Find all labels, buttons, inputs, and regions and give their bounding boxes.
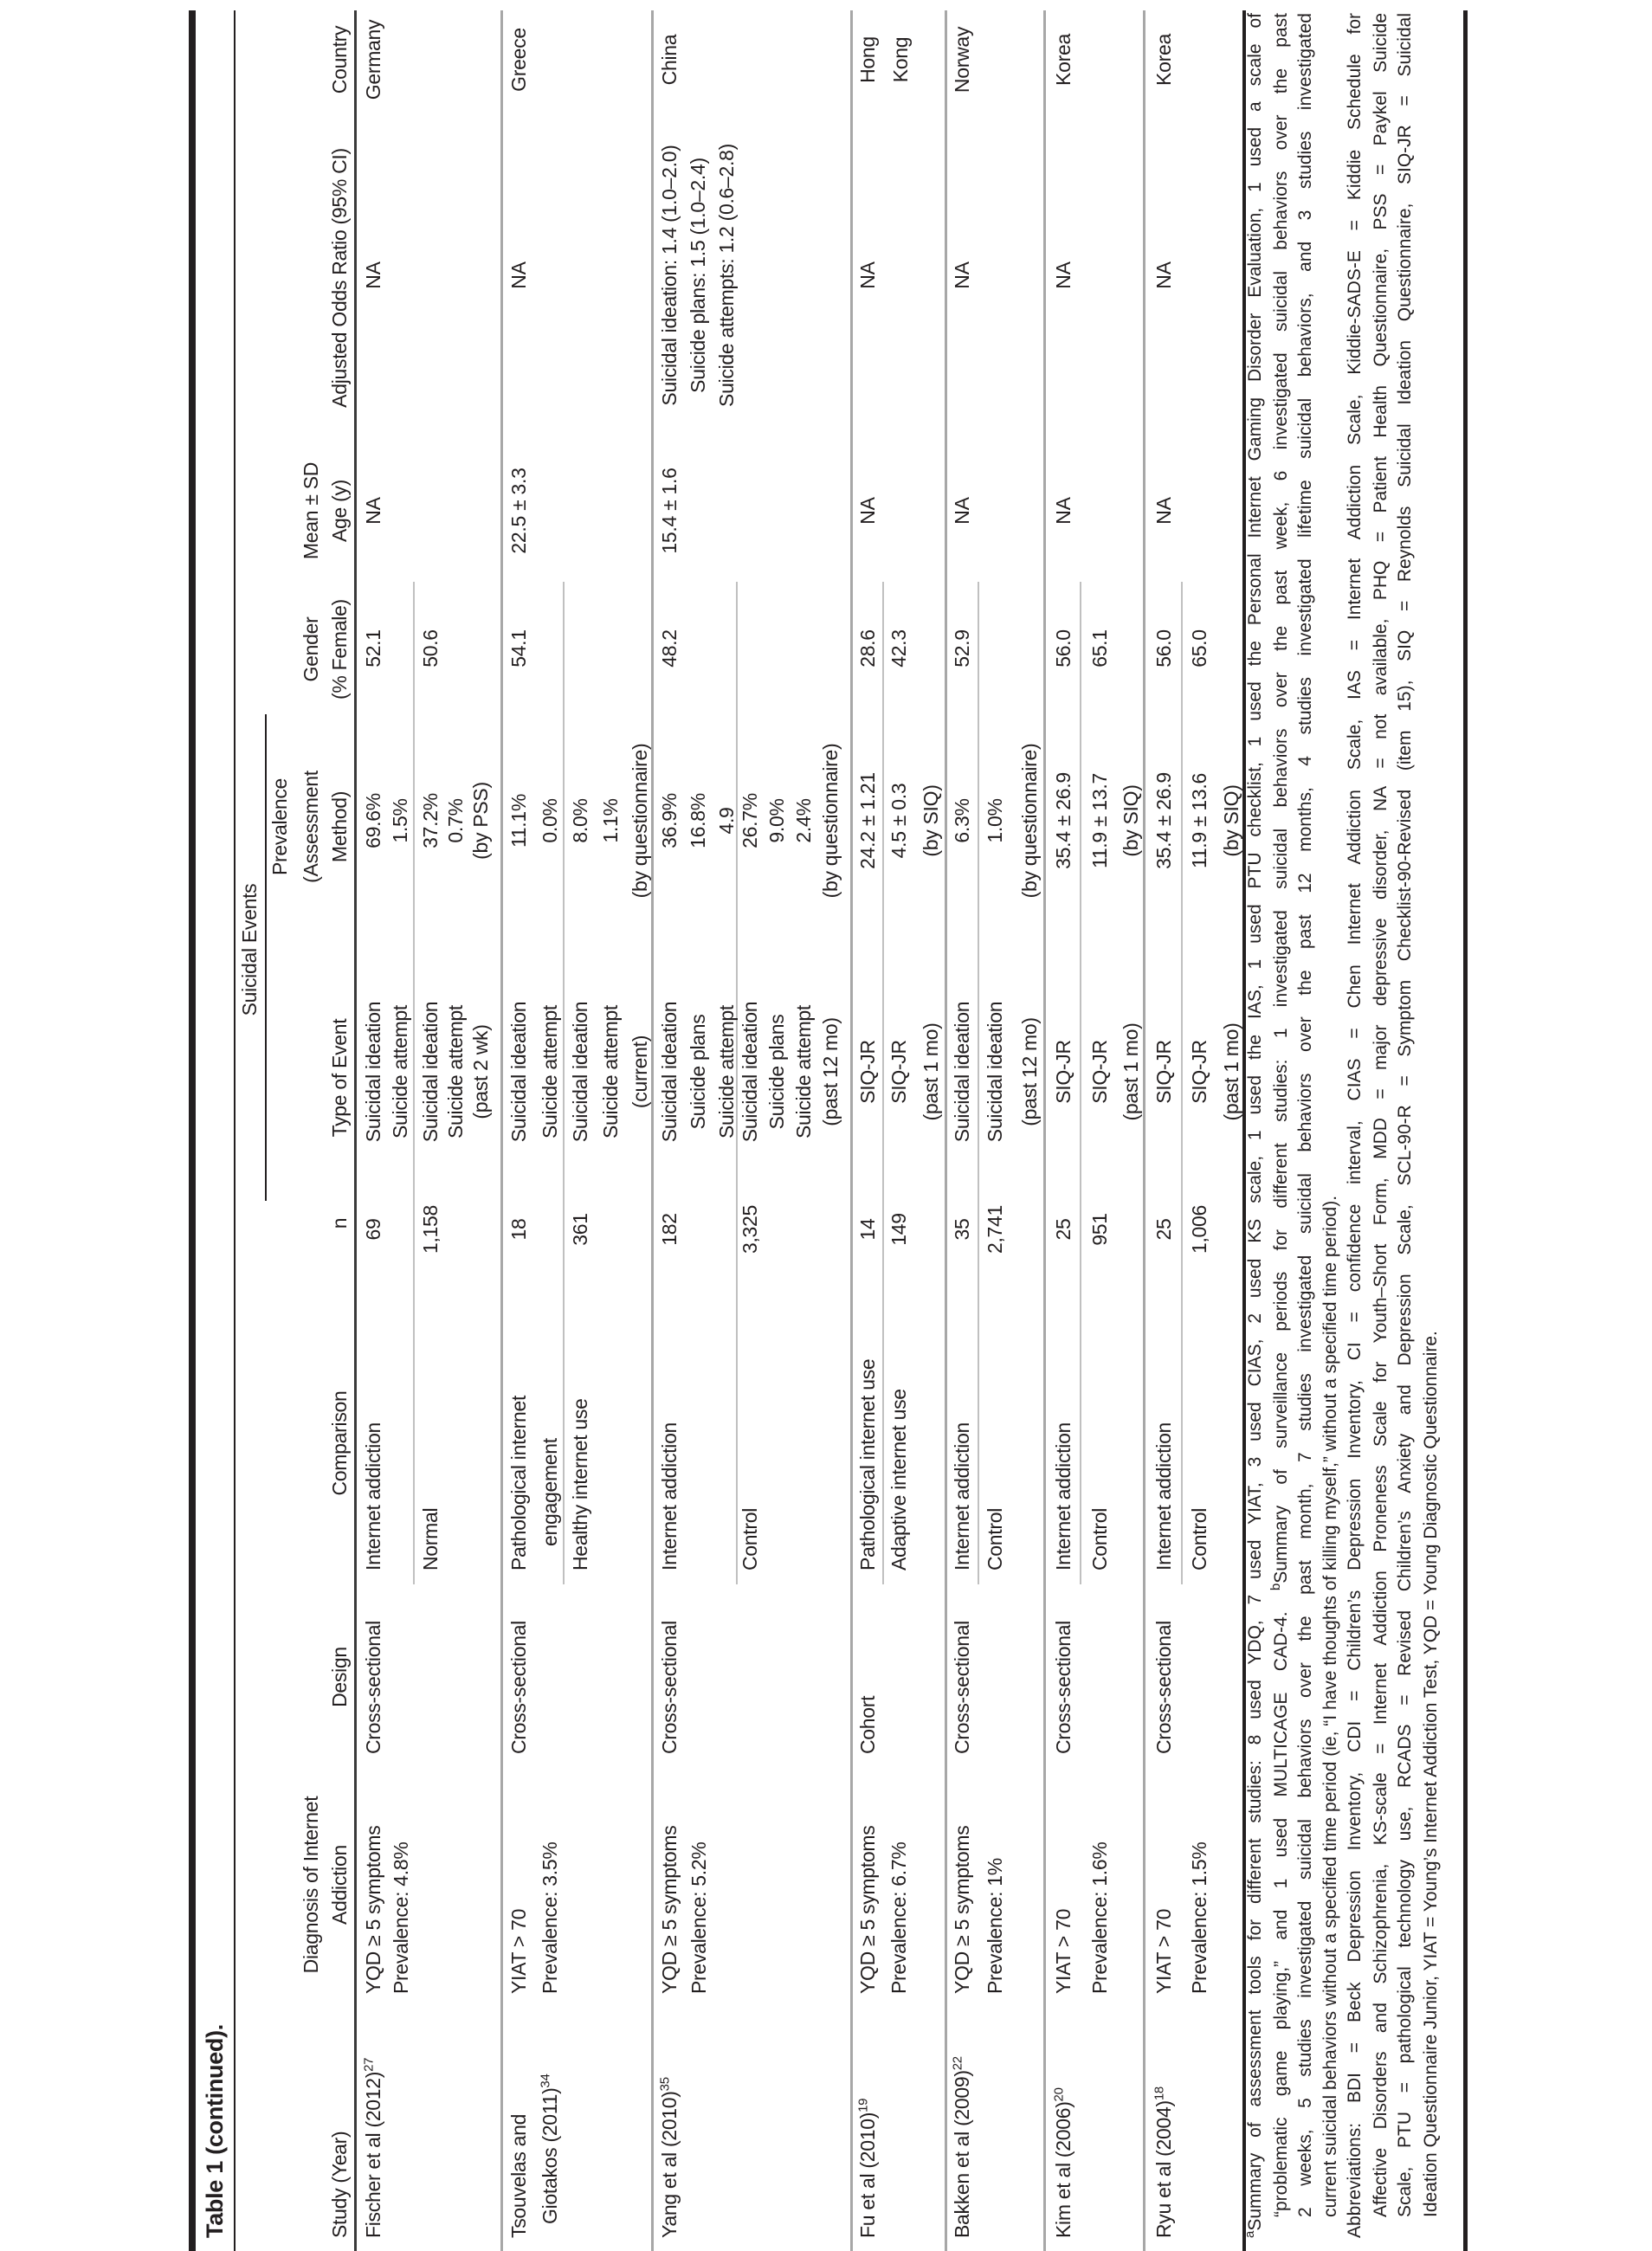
event-prevalence: 4.5 ± 0.3 xyxy=(887,783,910,859)
event-type: Suicidal ideation xyxy=(951,1001,973,1143)
sample-size: 361 xyxy=(569,1213,591,1246)
study-design: Cross-sectional xyxy=(658,1621,681,1754)
event-type: (past 1 mo) xyxy=(1220,1022,1242,1121)
sample-size: 18 xyxy=(507,1218,530,1241)
diagnosis-criteria: Prevalence: 4.8% xyxy=(390,1841,412,1994)
event-type: SIQ-JR xyxy=(887,1040,910,1104)
gender-percent-female: 42.3 xyxy=(887,629,910,668)
comparison-group: Pathological internet xyxy=(507,1395,530,1571)
event-type: (past 1 mo) xyxy=(920,1022,942,1121)
event-type: Suicidal ideation xyxy=(419,1001,442,1143)
event-type: Suicide attempt xyxy=(792,1004,815,1139)
event-prevalence: 9.0% xyxy=(765,798,788,843)
adjusted-odds-ratio: Suicide attempts: 1.2 (0.6–2.8) xyxy=(715,144,738,407)
adjusted-odds-ratio: Suicidal ideation: 1.4 (1.0–2.0) xyxy=(658,145,681,406)
event-type: SIQ-JR xyxy=(1088,1040,1111,1104)
event-prevalence: 11.9 ± 13.7 xyxy=(1088,773,1111,868)
group-separator xyxy=(413,582,415,1584)
header-age: Mean ± SD xyxy=(300,461,322,560)
event-type: (past 12 mo) xyxy=(1018,1017,1041,1126)
adjusted-odds-ratio: Suicide plans: 1.5 (1.0–2.4) xyxy=(687,158,709,393)
group-separator xyxy=(563,582,565,1584)
event-prevalence: 11.1% xyxy=(507,794,530,848)
event-type: Suicidal ideation xyxy=(569,1001,591,1143)
diagnosis-criteria: Prevalence: 5.2% xyxy=(687,1841,710,1994)
footnote-text: 2 weeks, 5 studies investigated suicidal behaviors over the past month, 7 studies investigated suicidal behaviors over the past 12 months, 4 studies investigated lifetime suicidal behaviors, and 3 studies investigated xyxy=(1295,13,1315,2217)
study-design: Cohort xyxy=(856,1695,879,1754)
sample-size: 182 xyxy=(658,1213,681,1246)
study-design: Cross-sectional xyxy=(1052,1621,1074,1754)
study-name-text: Tsouvelas and xyxy=(507,2113,530,2238)
footnote-text: Abbreviations: BDI = Beck Depression Inventory, CDI = Children’s Depression Inventory, CI = confidence interval, CIAS = Chen Internet Addiction Scale, IAS = Internet Addiction Scale, Kiddie-SADS-E = Kiddie Schedule for xyxy=(1345,13,1365,2238)
event-prevalence: 36.9% xyxy=(658,793,681,848)
event-type: (past 2 wk) xyxy=(469,1024,492,1119)
event-prevalence: 8.0% xyxy=(569,798,591,843)
footnote-line xyxy=(1419,13,1443,2217)
study-name-text: Bakken et al (2009) xyxy=(951,2070,973,2238)
study-design: Cross-sectional xyxy=(507,1621,530,1754)
event-type: Suicidal ideation xyxy=(739,1001,761,1143)
header-prevalence: Prevalence xyxy=(268,777,291,876)
mean-age: 22.5 ± 3.3 xyxy=(507,468,530,554)
diagnosis-criteria: Prevalence: 3.5% xyxy=(539,1841,561,1994)
header-type-of-event: Type of Event xyxy=(328,1018,351,1138)
event-type: Suicide attempt xyxy=(539,1004,561,1139)
study-name-text: Ryu et al (2004) xyxy=(1152,2100,1175,2238)
footnote-line xyxy=(1343,13,1367,2238)
study-design: Cross-sectional xyxy=(362,1621,384,1754)
header-comparison: Comparison xyxy=(328,1390,351,1496)
footnote-text: Summary of assessment tools for different studies: 8 used YDQ, 7 used YIAT, 3 used CIAS, 2 used KS scale, 1 used the IAS, 1 used PTU checklist, 1 used the Personal Internet Gaming Disorder Evaluation, 1 used a scale of xyxy=(1245,13,1265,2231)
country: Korea xyxy=(1152,34,1175,86)
event-type: Suicidal ideation xyxy=(984,1001,1006,1143)
country: Norway xyxy=(951,26,973,94)
reference-number: 19 xyxy=(855,2098,871,2112)
gender-percent-female: 48.2 xyxy=(658,629,681,668)
header-country: Country xyxy=(328,25,351,94)
event-prevalence: (by questionnaire) xyxy=(629,743,651,899)
reference-number: 20 xyxy=(1051,2087,1067,2102)
diagnosis-criteria: YIAT > 70 xyxy=(1152,1908,1175,1994)
event-type: Suicide attempt xyxy=(715,1004,738,1139)
country: Greece xyxy=(507,28,530,92)
comparison-group: Healthy internet use xyxy=(569,1398,591,1571)
country: Kong xyxy=(889,36,912,83)
header-n: n xyxy=(328,1217,351,1229)
comparison-group: Internet addiction xyxy=(951,1422,973,1571)
event-prevalence: 35.4 ± 26.9 xyxy=(1152,772,1175,869)
mean-age: NA xyxy=(1152,497,1175,525)
gender-percent-female: 50.6 xyxy=(419,629,442,668)
header-design: Design xyxy=(328,1647,351,1707)
study-name-text: Fu et al (2010) xyxy=(856,2112,879,2238)
group-separator xyxy=(1080,582,1081,1584)
header-prevalence: (Assessment xyxy=(300,771,322,883)
diagnosis-criteria: YQD ≥ 5 symptoms xyxy=(856,1825,879,1994)
event-type: SIQ-JR xyxy=(1152,1040,1175,1104)
footnote-marker: b xyxy=(1268,1583,1283,1591)
study-separator xyxy=(1043,10,1046,2251)
sample-size: 1,006 xyxy=(1188,1204,1210,1254)
event-prevalence: (by questionnaire) xyxy=(819,743,842,899)
gender-percent-female: 28.6 xyxy=(856,629,879,668)
header-study: Study (Year) xyxy=(328,2131,351,2238)
sample-size: 149 xyxy=(887,1213,910,1246)
footnote-marker: a xyxy=(1242,2230,1257,2238)
comparison-group: Internet addiction xyxy=(1052,1422,1074,1571)
reference-number: 22 xyxy=(950,2056,965,2071)
study-name xyxy=(506,2114,532,2238)
diagnosis-criteria: Prevalence: 1.6% xyxy=(1088,1841,1111,1994)
event-prevalence: (by SIQ) xyxy=(920,784,942,857)
study-name xyxy=(656,2077,682,2238)
study-separator xyxy=(500,10,503,2251)
adjusted-odds-ratio: NA xyxy=(1152,261,1175,289)
study-design: Cross-sectional xyxy=(951,1621,973,1754)
header-suicidal-events: Suicidal Events xyxy=(238,883,261,1016)
event-prevalence: 0.7% xyxy=(444,798,467,843)
event-type: Suicide attempt xyxy=(389,1004,411,1139)
sample-size: 35 xyxy=(951,1218,973,1241)
country: Germany xyxy=(362,19,384,100)
diagnosis-criteria: YIAT > 70 xyxy=(507,1908,530,1994)
group-separator xyxy=(1181,582,1183,1584)
event-prevalence: 0.0% xyxy=(539,798,561,843)
study-name-text: Yang et al (2010) xyxy=(658,2091,681,2238)
comparison-group: Control xyxy=(739,1507,761,1571)
study-design: Cross-sectional xyxy=(1152,1621,1175,1754)
event-prevalence: (by PSS) xyxy=(469,782,492,860)
gender-percent-female: 56.0 xyxy=(1052,629,1074,668)
sample-size: 951 xyxy=(1088,1213,1111,1246)
diagnosis-criteria: YQD ≥ 5 symptoms xyxy=(362,1825,384,1994)
sample-size: 1,158 xyxy=(419,1204,442,1254)
comparison-group: Control xyxy=(1088,1507,1111,1571)
table-title: Table 1 (continued). xyxy=(202,2023,228,2238)
event-prevalence: 26.7% xyxy=(739,793,761,848)
header-gender: Gender xyxy=(300,616,322,682)
mean-age: NA xyxy=(1052,497,1074,525)
gender-percent-female: 65.0 xyxy=(1188,629,1210,668)
event-prevalence: 11.9 ± 13.6 xyxy=(1188,773,1210,868)
comparison-group: Adaptive internet use xyxy=(887,1389,910,1571)
event-prevalence: 16.8% xyxy=(687,793,709,848)
sample-size: 2,741 xyxy=(984,1204,1006,1254)
reference-number: 18 xyxy=(1152,2087,1167,2101)
mean-age: NA xyxy=(362,497,384,525)
footnote-line xyxy=(1243,13,1268,2238)
diagnosis-criteria: YQD ≥ 5 symptoms xyxy=(951,1825,973,1994)
diagnosis-criteria: Prevalence: 1% xyxy=(984,1858,1006,1994)
comparison-group: Internet addiction xyxy=(658,1422,681,1571)
event-prevalence: 2.4% xyxy=(792,798,815,843)
study-name xyxy=(855,2099,881,2238)
study-name xyxy=(1151,2087,1177,2238)
header-adjusted-odds-ratio: Adjusted Odds Ratio (95% CI) xyxy=(328,148,351,408)
sample-size: 25 xyxy=(1152,1218,1175,1241)
header-age: Age (y) xyxy=(328,479,351,543)
sample-size: 25 xyxy=(1052,1218,1074,1241)
comparison-group: engagement xyxy=(539,1438,561,1546)
adjusted-odds-ratio: NA xyxy=(362,261,384,289)
footnote-text: Ideation Questionnaire Junior, YIAT = Young’s Internet Addiction Test, YQD = Young Diagnostic Questionnaire. xyxy=(1421,1331,1441,2217)
event-type: Suicide attempt xyxy=(598,1004,622,1139)
event-type: SIQ-JR xyxy=(1188,1040,1210,1104)
adjusted-odds-ratio: NA xyxy=(951,261,973,289)
country: Korea xyxy=(1052,34,1074,86)
footnote-line xyxy=(1294,13,1318,2217)
diagnosis-criteria: Prevalence: 6.7% xyxy=(887,1841,910,1994)
event-type: Suicidal ideation xyxy=(362,1001,384,1143)
reference-number: 35 xyxy=(657,2077,673,2092)
country: Hong xyxy=(856,36,879,83)
event-prevalence: (by questionnaire) xyxy=(1018,743,1041,899)
event-type: SIQ-JR xyxy=(1052,1040,1074,1104)
event-prevalence: 1.0% xyxy=(984,798,1006,843)
title-rule xyxy=(234,10,236,2251)
event-prevalence: 4.9 xyxy=(715,807,738,835)
reference-number: 34 xyxy=(538,2074,553,2088)
footnote-bottom-rule xyxy=(1463,10,1468,2251)
comparison-group: Internet addiction xyxy=(1152,1422,1175,1571)
study-separator xyxy=(850,10,853,2251)
footnote-text: Scale, PTU = pathological technology use, RCADS = Revised Children’s Anxiety and Depression Scale, SCL-90-R = Symptom Checklist-90-Revised (item 15), SIQ = Reynolds Suicidal Ideation Questionnaire, SIQ-JR = Suicidal xyxy=(1395,13,1415,2217)
diagnosis-criteria: Prevalence: 1.5% xyxy=(1188,1841,1210,1994)
mean-age: NA xyxy=(856,497,879,525)
event-prevalence: 6.3% xyxy=(951,798,973,843)
sample-size: 69 xyxy=(362,1218,384,1241)
event-prevalence: 1.5% xyxy=(389,798,411,843)
event-type: Suicide plans xyxy=(765,1014,788,1130)
comparison-group: Control xyxy=(984,1507,1006,1571)
event-type: Suicide attempt xyxy=(444,1004,467,1139)
gender-percent-female: 54.1 xyxy=(507,629,530,668)
event-prevalence: 1.1% xyxy=(598,798,622,843)
study-name xyxy=(1050,2087,1076,2238)
header-prevalence: Method) xyxy=(328,790,351,863)
footnote-line xyxy=(1319,13,1343,2217)
diagnosis-criteria: YQD ≥ 5 symptoms xyxy=(658,1825,681,1994)
sample-size: 3,325 xyxy=(739,1204,761,1254)
mean-age: 15.4 ± 1.6 xyxy=(658,468,681,554)
adjusted-odds-ratio: NA xyxy=(856,261,879,289)
event-type: (past 1 mo) xyxy=(1120,1022,1142,1121)
sample-size: 14 xyxy=(856,1218,879,1241)
study-name-text: Kim et al (2006) xyxy=(1052,2101,1074,2238)
top-thick-rule xyxy=(189,10,196,2251)
country: China xyxy=(658,34,681,86)
event-type: Suicidal ideation xyxy=(507,1001,530,1143)
comparison-group: Normal xyxy=(419,1507,442,1571)
gender-percent-female: 65.1 xyxy=(1088,629,1111,668)
event-prevalence: (by SIQ) xyxy=(1120,784,1142,857)
study-name xyxy=(537,2074,563,2224)
gender-percent-female: 52.1 xyxy=(362,629,384,668)
event-prevalence: 35.4 ± 26.9 xyxy=(1052,772,1074,869)
study-name-text: Fischer et al (2012) xyxy=(362,2071,384,2238)
event-prevalence: 37.2% xyxy=(419,793,442,848)
header-bottom-rule xyxy=(354,10,357,2251)
group-separator xyxy=(882,582,884,1584)
comparison-group: Internet addiction xyxy=(362,1422,384,1571)
event-prevalence: (by SIQ) xyxy=(1220,784,1242,857)
event-type: (past 12 mo) xyxy=(819,1017,842,1126)
header-diagnosis: Diagnosis of Internet xyxy=(300,1796,322,1974)
footnote-line xyxy=(1269,13,1294,2217)
study-name xyxy=(949,2056,975,2238)
study-name-text: Giotakos (2011) xyxy=(539,2087,561,2224)
footnote-text: Summary of surveillance periods for different studies: 1 investigated suicidal behaviors over the past week, 6 investigated suicidal behaviors over the past xyxy=(1271,13,1291,1583)
comparison-group: Pathological internet use xyxy=(856,1358,879,1571)
study-name xyxy=(360,2058,386,2238)
mean-age: NA xyxy=(951,497,973,525)
footnote-text: “problematic game playing,” and 1 used MULTICAGE CAD-4. xyxy=(1271,1590,1291,2217)
footnote-line xyxy=(1369,13,1393,2217)
study-separator xyxy=(945,10,947,2251)
gender-percent-female: 56.0 xyxy=(1152,629,1175,668)
adjusted-odds-ratio: NA xyxy=(507,261,530,289)
gender-percent-female: 52.9 xyxy=(951,629,973,668)
event-type: (current) xyxy=(629,1035,651,1109)
group-separator xyxy=(978,582,979,1584)
adjusted-odds-ratio: NA xyxy=(1052,261,1074,289)
comparison-group: Control xyxy=(1188,1507,1210,1571)
footnote-text: current suicidal behaviors without a specified time period (ie, “I have thoughts of killing myself,” without a specified time period). xyxy=(1320,1195,1340,2217)
header-gender: (% Female) xyxy=(328,599,351,700)
footnote-text: Affective Disorders and Schizophrenia, KS-scale = Internet Addiction Proneness Scale for Youth–Short Form, MDD = major depressive disorder, NA = not available, PHQ = Patient Health Questionnaire, PSS = Paykel Suicide xyxy=(1371,13,1391,2217)
event-type: SIQ-JR xyxy=(856,1040,879,1104)
header-diagnosis: Addiction xyxy=(328,1845,351,1925)
reference-number: 27 xyxy=(361,2057,377,2072)
footnote-line xyxy=(1393,13,1417,2217)
event-type: Suicide plans xyxy=(687,1014,709,1130)
event-type: Suicidal ideation xyxy=(658,1001,681,1143)
event-prevalence: 24.2 ± 1.21 xyxy=(856,772,879,869)
event-prevalence: 69.6% xyxy=(362,793,384,848)
diagnosis-criteria: YIAT > 70 xyxy=(1052,1908,1074,1994)
